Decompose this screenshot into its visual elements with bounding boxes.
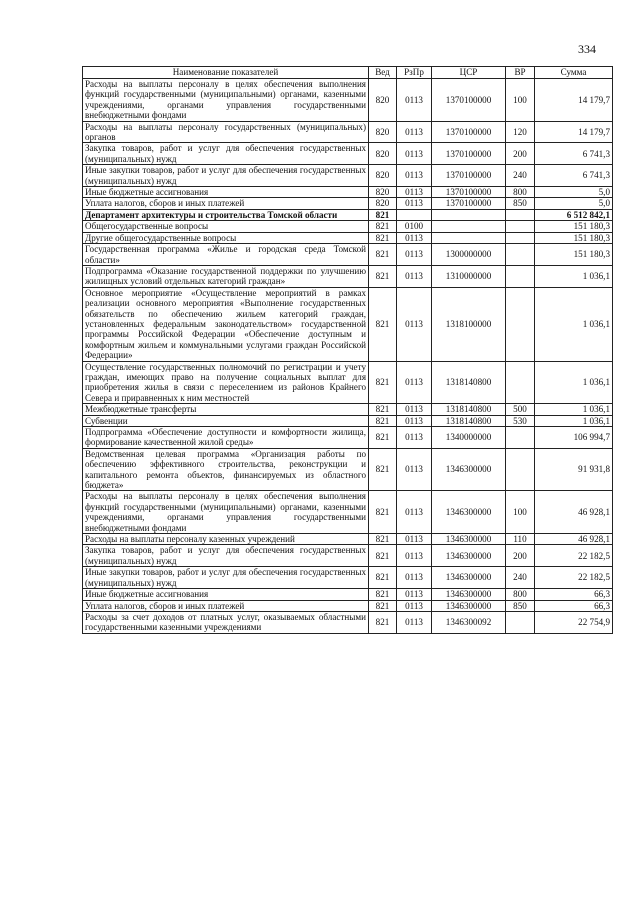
row-name: Уплата налогов, сборов и иных платежей xyxy=(83,600,369,611)
table-row xyxy=(83,165,613,187)
row-csr: 1346300000 xyxy=(432,545,506,567)
row-ved: 821 xyxy=(369,415,397,426)
row-name: Основное мероприятие «Осуществление мероприятий в рамках реализации основного мероприятия «Выполнение государственных обязательств по обеспечению жильем категорий граждан, установленных федеральным законодательством» государственной программы Российской Федерации «Обеспечение доступным и комфортным жильем и коммунальными услугами граждан Российской Федерации» xyxy=(83,287,369,361)
header-name: Наименование показателей xyxy=(83,67,369,79)
table-row xyxy=(83,415,613,426)
table-row xyxy=(83,79,613,122)
table-row xyxy=(83,427,613,449)
row-csr: 1370100000 xyxy=(432,198,506,209)
row-vr xyxy=(506,232,535,243)
row-rzpr: 0113 xyxy=(397,491,432,534)
row-rzpr: 0113 xyxy=(397,589,432,600)
row-vr: 240 xyxy=(506,567,535,589)
table-row xyxy=(83,287,613,361)
row-sum: 66,3 xyxy=(535,600,613,611)
header-sum: Сумма xyxy=(535,67,613,79)
row-ved: 821 xyxy=(369,232,397,243)
row-csr: 1300000000 xyxy=(432,244,506,266)
row-rzpr: 0113 xyxy=(397,143,432,165)
row-ved: 821 xyxy=(369,600,397,611)
row-sum: 1 036,1 xyxy=(535,404,613,415)
row-vr xyxy=(506,611,535,633)
row-vr xyxy=(506,361,535,404)
row-name: Расходы на выплаты персоналу казенных учреждений xyxy=(83,534,369,545)
header-rzpr: РзПр xyxy=(397,67,432,79)
row-rzpr: 0113 xyxy=(397,600,432,611)
row-ved: 821 xyxy=(369,567,397,589)
row-csr xyxy=(432,209,506,220)
row-csr: 1318140800 xyxy=(432,361,506,404)
row-rzpr: 0113 xyxy=(397,404,432,415)
row-vr xyxy=(506,448,535,491)
row-name: Закупка товаров, работ и услуг для обеспечения государственных (муниципальных) нужд xyxy=(83,143,369,165)
row-vr: 100 xyxy=(506,79,535,122)
row-vr: 100 xyxy=(506,491,535,534)
row-sum: 6 741,3 xyxy=(535,165,613,187)
row-csr: 1318140800 xyxy=(432,415,506,426)
row-rzpr: 0113 xyxy=(397,187,432,198)
row-name: Государственная программа «Жилье и городская среда Томской области» xyxy=(83,244,369,266)
table-row xyxy=(83,209,613,220)
row-sum: 14 179,7 xyxy=(535,121,613,143)
row-csr: 1346300000 xyxy=(432,491,506,534)
row-vr xyxy=(506,265,535,287)
row-sum: 1 036,1 xyxy=(535,415,613,426)
row-vr xyxy=(506,427,535,449)
row-ved: 821 xyxy=(369,265,397,287)
row-csr: 1346300000 xyxy=(432,567,506,589)
row-ved: 821 xyxy=(369,427,397,449)
page-number: 334 xyxy=(578,42,596,56)
table-row xyxy=(83,121,613,143)
row-name: Расходы за счет доходов от платных услуг, оказываемых областными государственными казенными учреждениями xyxy=(83,611,369,633)
row-csr: 1346300000 xyxy=(432,589,506,600)
row-csr: 1370100000 xyxy=(432,165,506,187)
row-rzpr: 0113 xyxy=(397,611,432,633)
row-sum: 1 036,1 xyxy=(535,361,613,404)
row-sum: 5,0 xyxy=(535,187,613,198)
row-rzpr: 0113 xyxy=(397,534,432,545)
row-ved: 820 xyxy=(369,165,397,187)
row-sum: 151 180,3 xyxy=(535,244,613,266)
table-row xyxy=(83,198,613,209)
row-sum: 151 180,3 xyxy=(535,221,613,232)
budget-table xyxy=(82,66,613,634)
row-name: Департамент архитектуры и строительства Томской области xyxy=(83,209,369,220)
row-rzpr: 0113 xyxy=(397,165,432,187)
row-rzpr: 0113 xyxy=(397,232,432,243)
row-ved: 821 xyxy=(369,534,397,545)
row-name: Подпрограмма «Оказание государственной поддержки по улучшению жилищных условий отдельных категорий граждан» xyxy=(83,265,369,287)
row-vr: 200 xyxy=(506,143,535,165)
row-rzpr xyxy=(397,209,432,220)
row-vr: 530 xyxy=(506,415,535,426)
row-vr xyxy=(506,221,535,232)
row-ved: 821 xyxy=(369,221,397,232)
table-row xyxy=(83,187,613,198)
row-ved: 821 xyxy=(369,491,397,534)
table-row xyxy=(83,221,613,232)
table-row xyxy=(83,244,613,266)
row-csr: 1310000000 xyxy=(432,265,506,287)
table-row xyxy=(83,404,613,415)
row-rzpr: 0113 xyxy=(397,545,432,567)
row-name: Осуществление государственных полномочий по регистрации и учету граждан, имеющих право на получение социальных выплат для приобретения жилья в связи с переселением из районов Крайнего Севера и приравненных к ним местностей xyxy=(83,361,369,404)
row-sum: 22 754,9 xyxy=(535,611,613,633)
row-csr: 1370100000 xyxy=(432,143,506,165)
row-name: Уплата налогов, сборов и иных платежей xyxy=(83,198,369,209)
row-rzpr: 0113 xyxy=(397,427,432,449)
row-name: Расходы на выплаты персоналу государственных (муниципальных) органов xyxy=(83,121,369,143)
row-name: Межбюджетные трансферты xyxy=(83,404,369,415)
row-csr: 1346300000 xyxy=(432,534,506,545)
row-csr: 1318100000 xyxy=(432,287,506,361)
row-vr: 120 xyxy=(506,121,535,143)
row-csr: 1346300000 xyxy=(432,600,506,611)
table-row xyxy=(83,143,613,165)
row-ved: 820 xyxy=(369,79,397,122)
row-csr: 1370100000 xyxy=(432,121,506,143)
row-csr: 1318140800 xyxy=(432,404,506,415)
table-row xyxy=(83,545,613,567)
row-name: Закупка товаров, работ и услуг для обеспечения государственных (муниципальных) нужд xyxy=(83,545,369,567)
row-ved: 821 xyxy=(369,404,397,415)
table-body xyxy=(83,79,613,634)
row-sum: 22 182,5 xyxy=(535,545,613,567)
row-name: Субвенции xyxy=(83,415,369,426)
row-ved: 820 xyxy=(369,143,397,165)
row-rzpr: 0113 xyxy=(397,287,432,361)
row-sum: 5,0 xyxy=(535,198,613,209)
row-vr xyxy=(506,287,535,361)
row-ved: 820 xyxy=(369,198,397,209)
row-sum: 1 036,1 xyxy=(535,287,613,361)
row-csr xyxy=(432,221,506,232)
row-vr: 800 xyxy=(506,187,535,198)
row-name: Иные бюджетные ассигнования xyxy=(83,187,369,198)
row-rzpr: 0113 xyxy=(397,415,432,426)
table-row xyxy=(83,265,613,287)
table-row xyxy=(83,589,613,600)
row-ved: 821 xyxy=(369,611,397,633)
row-name: Иные закупки товаров, работ и услуг для обеспечения государственных (муниципальных) нужд xyxy=(83,567,369,589)
row-sum: 22 182,5 xyxy=(535,567,613,589)
row-ved: 821 xyxy=(369,287,397,361)
row-vr: 850 xyxy=(506,600,535,611)
row-csr xyxy=(432,232,506,243)
row-ved: 820 xyxy=(369,187,397,198)
row-vr: 110 xyxy=(506,534,535,545)
row-rzpr: 0100 xyxy=(397,221,432,232)
row-rzpr: 0113 xyxy=(397,448,432,491)
table-row xyxy=(83,600,613,611)
row-sum: 106 994,7 xyxy=(535,427,613,449)
row-ved: 821 xyxy=(369,448,397,491)
row-vr xyxy=(506,209,535,220)
row-name: Общегосударственные вопросы xyxy=(83,221,369,232)
row-csr: 1340000000 xyxy=(432,427,506,449)
row-sum: 1 036,1 xyxy=(535,265,613,287)
row-ved: 821 xyxy=(369,589,397,600)
header-vr: ВР xyxy=(506,67,535,79)
row-vr: 240 xyxy=(506,165,535,187)
table-row xyxy=(83,448,613,491)
row-rzpr: 0113 xyxy=(397,265,432,287)
row-name: Другие общегосударственные вопросы xyxy=(83,232,369,243)
row-name: Иные закупки товаров, работ и услуг для обеспечения государственных (муниципальных) нужд xyxy=(83,165,369,187)
table-row xyxy=(83,491,613,534)
row-rzpr: 0113 xyxy=(397,244,432,266)
table-row xyxy=(83,361,613,404)
row-sum: 151 180,3 xyxy=(535,232,613,243)
table-row xyxy=(83,534,613,545)
row-ved: 820 xyxy=(369,121,397,143)
row-sum: 66,3 xyxy=(535,589,613,600)
row-rzpr: 0113 xyxy=(397,361,432,404)
row-name: Расходы на выплаты персоналу в целях обеспечения выполнения функций государственными (муниципальными) органами, казенными учреждениями, органами управления государственными внебюджетными фондами xyxy=(83,491,369,534)
row-rzpr: 0113 xyxy=(397,79,432,122)
row-vr: 200 xyxy=(506,545,535,567)
row-sum: 6 512 842,1 xyxy=(535,209,613,220)
row-rzpr: 0113 xyxy=(397,198,432,209)
table-row xyxy=(83,567,613,589)
row-csr: 1370100000 xyxy=(432,187,506,198)
table-header-row xyxy=(83,67,613,79)
row-vr xyxy=(506,244,535,266)
row-sum: 91 931,8 xyxy=(535,448,613,491)
row-csr: 1346300092 xyxy=(432,611,506,633)
row-sum: 6 741,3 xyxy=(535,143,613,165)
row-sum: 14 179,7 xyxy=(535,79,613,122)
table-row xyxy=(83,611,613,633)
row-name: Расходы на выплаты персоналу в целях обеспечения выполнения функций государственными (муниципальными) органами, казенными учреждениями, органами управления государственными внебюджетными фондами xyxy=(83,79,369,122)
row-name: Иные бюджетные ассигнования xyxy=(83,589,369,600)
header-csr: ЦСР xyxy=(432,67,506,79)
row-ved: 821 xyxy=(369,545,397,567)
row-sum: 46 928,1 xyxy=(535,534,613,545)
row-csr: 1346300000 xyxy=(432,448,506,491)
row-vr: 500 xyxy=(506,404,535,415)
header-ved: Вед xyxy=(369,67,397,79)
row-rzpr: 0113 xyxy=(397,121,432,143)
row-name: Подпрограмма «Обеспечение доступности и комфортности жилища, формирование качественной жилой среды» xyxy=(83,427,369,449)
row-sum: 46 928,1 xyxy=(535,491,613,534)
row-ved: 821 xyxy=(369,361,397,404)
row-vr: 800 xyxy=(506,589,535,600)
row-rzpr: 0113 xyxy=(397,567,432,589)
row-ved: 821 xyxy=(369,209,397,220)
table-row xyxy=(83,232,613,243)
row-ved: 821 xyxy=(369,244,397,266)
row-vr: 850 xyxy=(506,198,535,209)
row-csr: 1370100000 xyxy=(432,79,506,122)
row-name: Ведомственная целевая программа «Организация работы по обеспечению эффективного строительства, реконструкции и капитального ремонта объектов, финансируемых из областного бюджета» xyxy=(83,448,369,491)
